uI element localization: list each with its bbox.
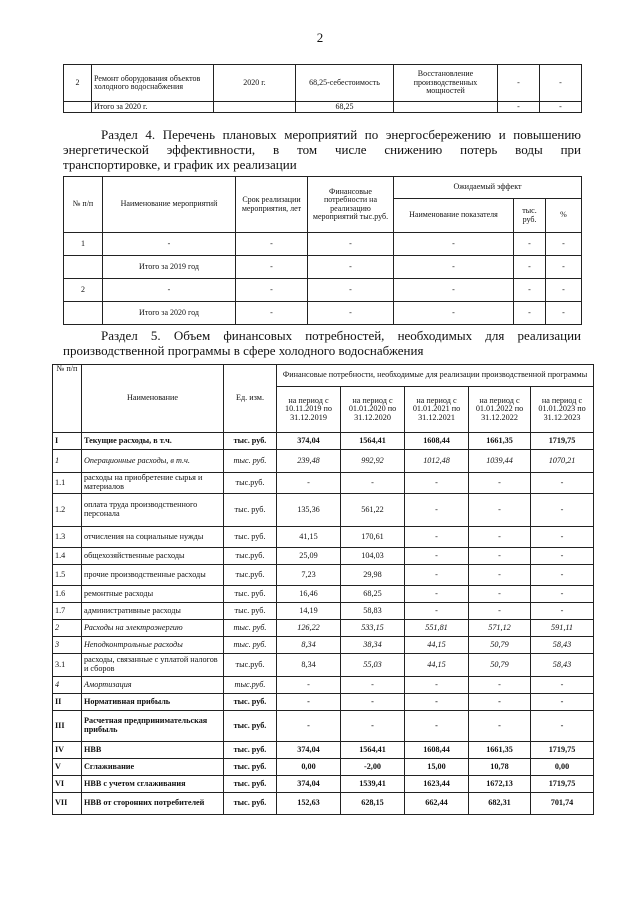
cell: 1719,75 [531,776,594,793]
cell: 2 [64,279,103,302]
cell: - [405,494,469,527]
col-header: тыс. руб. [514,199,546,233]
cell: - [469,711,531,742]
cell: - [469,677,531,694]
cell: 25,09 [277,548,341,565]
cell: 1.6 [53,586,82,603]
cell: 55,03 [341,654,405,677]
cell: - [469,694,531,711]
cell: тыс. руб. [224,433,277,450]
cell: - [531,603,594,620]
cell: тыс. руб. [224,603,277,620]
cell: 15,00 [405,759,469,776]
cell: - [405,586,469,603]
table-row [53,711,594,742]
cell: тыс. руб. [224,450,277,473]
cell: 2 [64,65,92,102]
cell: 1661,35 [469,433,531,450]
table-row [53,548,594,565]
cell: тыс.руб. [224,473,277,494]
cell: Сглаживание [82,759,224,776]
cell: 1539,41 [341,776,405,793]
table-row [53,450,594,473]
cell: - [469,565,531,586]
cell: 1039,44 [469,450,531,473]
cell: ремонтные расходы [82,586,224,603]
cell: 992,92 [341,450,405,473]
col-header: Финансовые потребности на реализацию мероприятий тыс.руб. [308,177,394,233]
cell: тыс. руб. [224,637,277,654]
cell: 3.1 [53,654,82,677]
section-5-line: производственной программы в сфере холодного водоснабжения [63,343,424,358]
cell: 1608,44 [405,433,469,450]
cell: - [277,711,341,742]
cell: Неподконтрольные расходы [82,637,224,654]
cell: - [405,677,469,694]
cell: - [531,548,594,565]
cell: 533,15 [341,620,405,637]
cell: 1.7 [53,603,82,620]
cell: Итого за 2020 год [103,302,236,325]
cell: отчисления на социальные нужды [82,527,224,548]
cell: - [514,302,546,325]
section-5-heading [63,328,581,358]
cell: 7,23 [277,565,341,586]
col-header: Ожидаемый эффект [394,177,582,199]
table-row [53,759,594,776]
table-row [64,233,582,256]
cell: 104,03 [341,548,405,565]
cell: 628,15 [341,793,405,815]
cell: 2 [53,620,82,637]
cell: тыс. руб. [224,793,277,815]
cell: - [546,233,582,256]
cell: - [236,233,308,256]
cell: - [405,527,469,548]
cell: - [546,279,582,302]
cell: тыс. руб. [224,586,277,603]
cell: 561,22 [341,494,405,527]
cell: 1 [64,233,103,256]
cell: VI [53,776,82,793]
cell: - [469,527,531,548]
table-row [64,102,582,113]
table-row [53,527,594,548]
table-row [53,433,594,450]
table-row [53,620,594,637]
cell: -2,00 [341,759,405,776]
col-header: № п/п [64,177,103,233]
cell: 1564,41 [341,742,405,759]
cell: 14,19 [277,603,341,620]
cell: - [236,302,308,325]
cell: - [469,473,531,494]
cell: - [277,473,341,494]
cell: расходы, связанные с уплатой налогов и сборов [82,654,224,677]
cell: - [531,565,594,586]
cell: общехозяйственные расходы [82,548,224,565]
table-row [53,603,594,620]
cell: 374,04 [277,742,341,759]
cell: 170,61 [341,527,405,548]
table-row [53,565,594,586]
cell: - [277,694,341,711]
cell: - [546,256,582,279]
table-header-row [53,365,594,387]
cell: 1608,44 [405,742,469,759]
cell: 374,04 [277,433,341,450]
cell: НВВ [82,742,224,759]
cell: 50,79 [469,637,531,654]
cell: 1672,13 [469,776,531,793]
cell: - [405,694,469,711]
continuation-table [63,64,582,113]
cell: - [540,65,582,102]
cell: - [236,279,308,302]
cell: - [514,256,546,279]
cell: 68,25 [341,586,405,603]
col-header: на период с 10.11.2019 по 31.12.2019 [277,387,341,433]
col-header: на период с 01.01.2022 по 31.12.2022 [469,387,531,433]
cell: 68,25 [296,102,394,113]
table-row [53,654,594,677]
cell: 682,31 [469,793,531,815]
cell: расходы на приобретение сырья и материалов [82,473,224,494]
cell: 1.3 [53,527,82,548]
cell: 152,63 [277,793,341,815]
cell: тыс. руб. [224,742,277,759]
cell: Расчетная предпринимательская прибыль [82,711,224,742]
cell: - [546,302,582,325]
col-header: Ед. изм. [224,365,277,433]
cell: Операционные расходы, в т.ч. [82,450,224,473]
cell: - [341,694,405,711]
col-header: на период с 01.01.2020 по 31.12.2020 [341,387,405,433]
cell: тыс. руб. [224,694,277,711]
cell: - [469,548,531,565]
cell: - [469,494,531,527]
cell: НВВ от сторонних потребителей [82,793,224,815]
cell: - [531,494,594,527]
section-4-line: транспортировке, и график их реализации [63,157,297,172]
section-5-line: Раздел 5. Объем финансовых потребностей, необходимых для реализации [101,328,581,343]
table-row [53,586,594,603]
cell: 58,43 [531,637,594,654]
cell: 571,12 [469,620,531,637]
cell: - [394,233,514,256]
cell: 10,78 [469,759,531,776]
cell: - [341,711,405,742]
cell: IV [53,742,82,759]
cell: 1.1 [53,473,82,494]
cell: I [53,433,82,450]
cell: тыс. руб. [224,776,277,793]
table-header-row [64,177,582,199]
cell: 2020 г. [214,65,296,102]
table-row [53,473,594,494]
cell: - [498,102,540,113]
table-row [53,494,594,527]
cell: 1 [53,450,82,473]
col-header: Финансовые потребности, необходимые для реализации производственной программы [277,365,594,387]
table-row [53,677,594,694]
cell: - [531,694,594,711]
cell [394,102,498,113]
col-header: Срок реализации мероприятия, лет [236,177,308,233]
cell: прочие производственные расходы [82,565,224,586]
cell: - [236,256,308,279]
cell: 8,34 [277,637,341,654]
cell [64,102,92,113]
section-4-line: энергетической эффективности, в том числе снижению потерь воды при [63,142,581,157]
cell [64,256,103,279]
cell: тыс.руб. [224,677,277,694]
cell: 8,34 [277,654,341,677]
cell: тыс.руб. [224,654,277,677]
cell: Нормативная прибыль [82,694,224,711]
cell: 701,74 [531,793,594,815]
cell: тыс. руб. [224,494,277,527]
cell: Итого за 2020 г. [92,102,214,113]
col-header: на период с 01.01.2021 по 31.12.2021 [405,387,469,433]
cell: 591,11 [531,620,594,637]
cell: Ремонт оборудования объектов холодного водоснабжения [92,65,214,102]
col-header: Наименование [82,365,224,433]
cell: - [308,233,394,256]
table-row [53,776,594,793]
cell: 662,44 [405,793,469,815]
cell: - [531,527,594,548]
cell: 551,81 [405,620,469,637]
cell: 58,83 [341,603,405,620]
cell: - [308,256,394,279]
cell: - [514,279,546,302]
cell: тыс. руб. [224,759,277,776]
cell: V [53,759,82,776]
cell: - [394,302,514,325]
cell [64,302,103,325]
financial-needs-table [52,364,594,815]
table-row [53,694,594,711]
cell: административные расходы [82,603,224,620]
cell: - [405,603,469,620]
cell: - [394,256,514,279]
cell: 50,79 [469,654,531,677]
cell: - [531,473,594,494]
cell: Амортизация [82,677,224,694]
cell: - [103,279,236,302]
cell: - [308,279,394,302]
cell: 1623,44 [405,776,469,793]
measures-table [63,176,582,325]
cell: - [514,233,546,256]
cell: - [405,473,469,494]
cell: 1719,75 [531,742,594,759]
cell: - [531,677,594,694]
cell: - [531,586,594,603]
cell: - [469,603,531,620]
cell: 126,22 [277,620,341,637]
col-header: % [546,199,582,233]
cell: 239,48 [277,450,341,473]
cell: 1564,41 [341,433,405,450]
cell: 1719,75 [531,433,594,450]
table-row [64,65,582,102]
cell: - [531,711,594,742]
col-header: Наименование мероприятий [103,177,236,233]
cell: тыс.руб. [224,565,277,586]
table-row [53,742,594,759]
cell: Текущие расходы, в т.ч. [82,433,224,450]
cell: тыс. руб. [224,711,277,742]
cell: оплата труда производственного персонала [82,494,224,527]
table-row [53,793,594,815]
cell: 0,00 [277,759,341,776]
cell: 0,00 [531,759,594,776]
cell: 44,15 [405,654,469,677]
cell: 16,46 [277,586,341,603]
cell: 374,04 [277,776,341,793]
cell: 1.2 [53,494,82,527]
cell: тыс. руб. [224,620,277,637]
cell: - [394,279,514,302]
cell: - [277,677,341,694]
cell: 58,43 [531,654,594,677]
cell: 38,34 [341,637,405,654]
cell: - [341,473,405,494]
cell: 3 [53,637,82,654]
cell: 41,15 [277,527,341,548]
cell: - [341,677,405,694]
cell: - [540,102,582,113]
cell: 29,98 [341,565,405,586]
cell: Расходы на электроэнергию [82,620,224,637]
cell: 1012,48 [405,450,469,473]
cell: - [405,711,469,742]
cell [214,102,296,113]
table-row [64,256,582,279]
table-row [53,637,594,654]
cell: 1070,21 [531,450,594,473]
cell: тыс.руб. [224,548,277,565]
cell: III [53,711,82,742]
cell: - [469,586,531,603]
cell: - [405,548,469,565]
cell: тыс. руб. [224,527,277,548]
cell: II [53,694,82,711]
cell: 1.5 [53,565,82,586]
cell: - [405,565,469,586]
cell: VII [53,793,82,815]
section-4-heading [63,127,581,172]
cell: 135,36 [277,494,341,527]
cell: 1.4 [53,548,82,565]
section-4-line: Раздел 4. Перечень плановых мероприятий по энергосбережению и повышению [101,127,581,142]
cell: Итого за 2019 год [103,256,236,279]
cell: 4 [53,677,82,694]
page-number: 2 [316,30,324,45]
cell: НВВ с учетом сглаживания [82,776,224,793]
col-header: Наименование показателя [394,199,514,233]
cell: - [103,233,236,256]
cell: - [498,65,540,102]
table-row [64,279,582,302]
cell: 68,25-себестоимость [296,65,394,102]
cell: - [308,302,394,325]
cell: 1661,35 [469,742,531,759]
col-header: № п/п [53,365,82,433]
table-row [64,302,582,325]
col-header: на период с 01.01.2023 по 31.12.2023 [531,387,594,433]
cell: 44,15 [405,637,469,654]
cell: Восстановление производственных мощностей [394,65,498,102]
